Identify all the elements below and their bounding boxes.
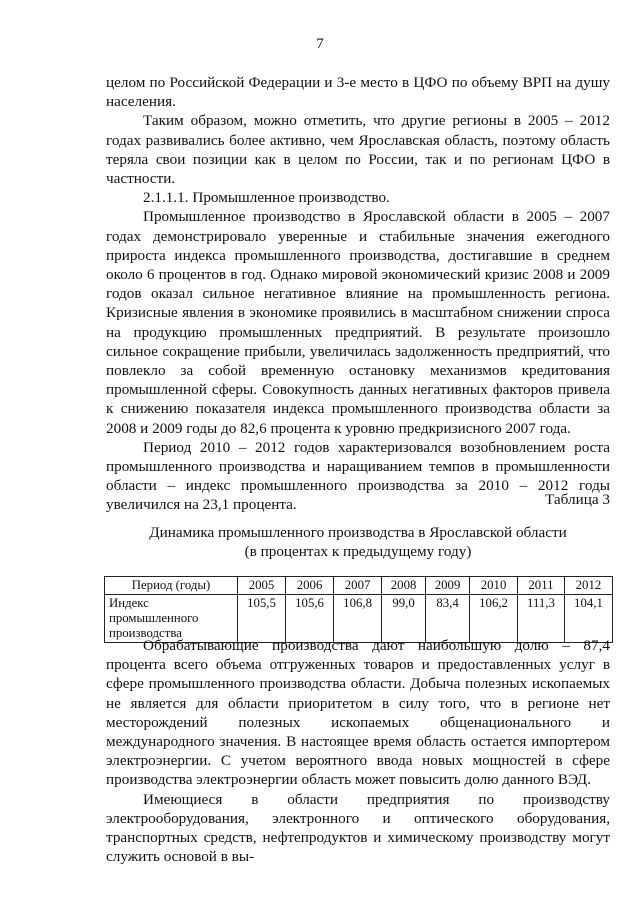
header-label: Период (годы) <box>105 577 238 595</box>
text-block-top <box>106 73 610 515</box>
year-cell: 2009 <box>426 577 470 595</box>
year-cell: 2005 <box>238 577 286 595</box>
section-heading: 2.1.1.1. Промышленное производство. <box>143 189 390 207</box>
year-cell: 2011 <box>518 577 565 595</box>
value-cell: 106,8 <box>334 595 382 643</box>
year-cell: 2007 <box>334 577 382 595</box>
paragraph-manufacturing: Обрабатывающие производства дают наибольшую долю – 87,4 процента всего объема отгруженных товаров и предоставленных услуг в сфере промышленного производства области. Добыча полезных ископаемых не является для области приоритетом в силу того, что в регионе нет месторождений полезных ископаемых общенационального и международного значения. В настоящее время область остается импортером электроэнергии. С учетом вероятного ввода новых мощностей в сфере производства электроэнергии область может повысить долю данного ВЭД. <box>106 637 610 789</box>
row-label: Индекс промышленного производства <box>105 595 238 643</box>
value-cell: 99,0 <box>382 595 426 643</box>
table-subtitle: (в процентах к предыдущему году) <box>244 543 472 560</box>
year-cell: 2010 <box>470 577 518 595</box>
paragraph-period: Период 2010 – 2012 годов характеризовался возобновлением роста промышленного производства и наращиванием темпов в промышленности области – индекс промышленного производства за 2010 – 2012 годы увеличился на 23,1 процента. <box>106 438 610 514</box>
page-number: 7 <box>316 36 324 52</box>
value-cell: 105,6 <box>286 595 334 643</box>
paragraph-industry: Промышленное производство в Ярославской области в 2005 – 2007 годах демонстрировало уверенные и стабильные значения ежегодного прироста индекса промышленного производства, достигавшие в среднем около 6 процентов в год. Однако мировой экономический кризис 2008 и 2009 годов оказал сильное негативное влияние на промышленность региона. Кризисные явления в экономике проявились в масштабном снижении спроса на продукцию промышленных предприятий. В результате произошло сильное сокращение прибыли, увеличилась задолженность предприятий, что повлекло за собой временную остановку механизмов кредитования промышленной сферы. Совокупность данных негативных факторов привела к снижению показателя индекса промышленного производства области за 2008 и 2009 годы до 82,6 процента к уровню предкризисного 2007 года. <box>106 208 610 437</box>
table-caption <box>106 523 610 561</box>
text-block-bottom <box>106 636 610 866</box>
value-cell: 105,5 <box>238 595 286 643</box>
table-number: Таблица 3 <box>545 491 610 508</box>
table-header-row <box>105 577 613 595</box>
year-cell: 2012 <box>564 577 612 595</box>
value-cell: 104,1 <box>564 595 612 643</box>
year-cell: 2006 <box>286 577 334 595</box>
value-cell: 111,3 <box>518 595 565 643</box>
value-cell: 83,4 <box>426 595 470 643</box>
table-title: Динамика промышленного производства в Ярославской области <box>149 524 567 541</box>
year-cell: 2008 <box>382 577 426 595</box>
paragraph-conclusion: Таким образом, можно отметить, что другие регионы в 2005 – 2012 годах развивались более активно, чем Ярославская область, поэтому область теряла свои позиции как в целом по России, так и по регионам ЦФО в частности. <box>106 112 610 188</box>
value-cell: 106,2 <box>470 595 518 643</box>
paragraph-continuation: целом по Российской Федерации и 3-е место в ЦФО по объему ВРП на душу населения. <box>106 74 610 111</box>
paragraph-enterprises: Имеющиеся в области предприятия по производству электрооборудования, электронного и оптического оборудования, транспортных средств, нефтепродуктов и химическому производству могут служить основой в вы- <box>106 790 610 866</box>
production-table <box>104 576 613 643</box>
